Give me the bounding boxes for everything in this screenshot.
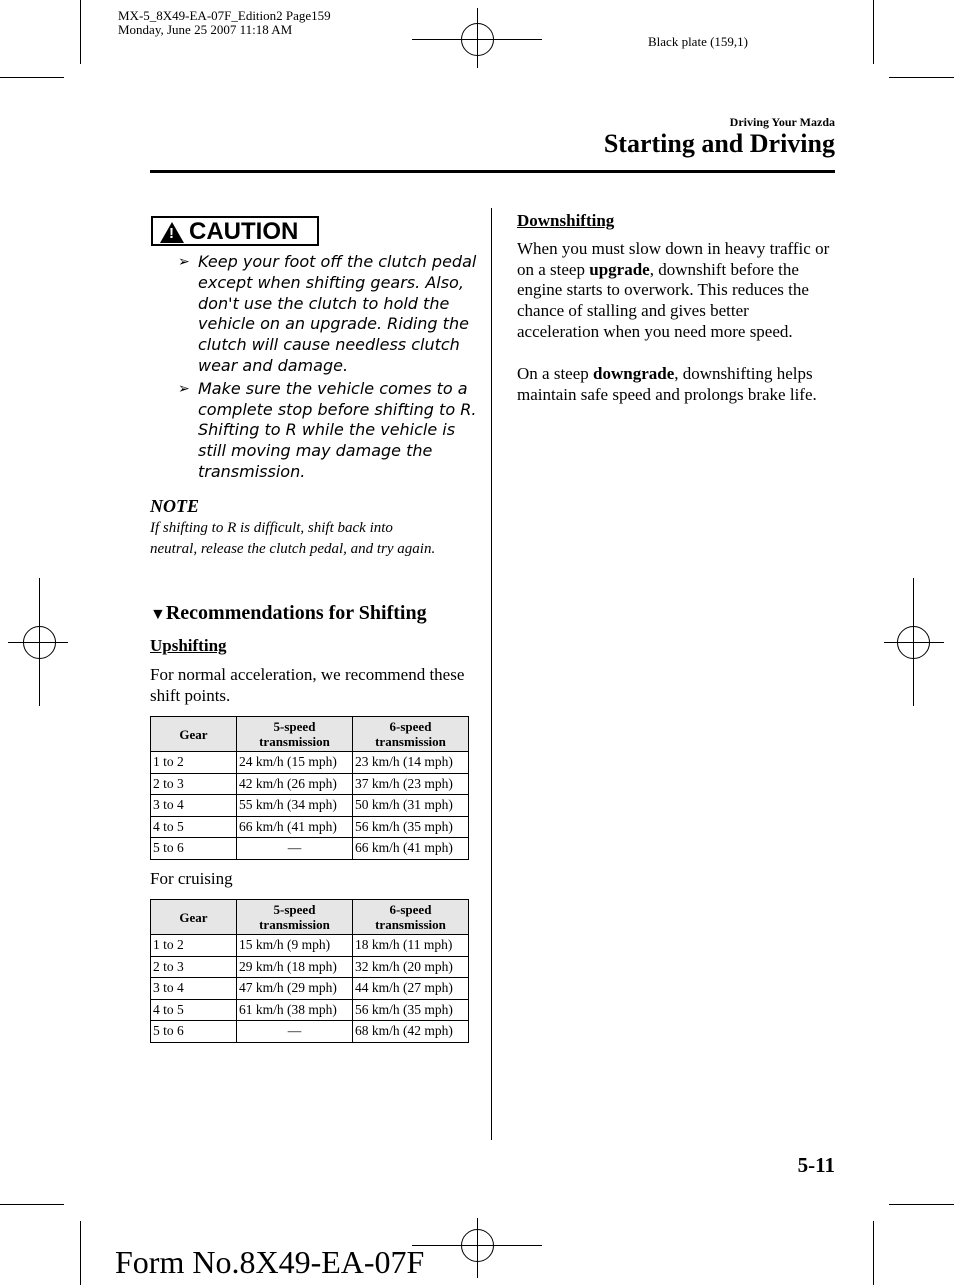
five-speed-cell: 15 km/h (9 mph): [237, 935, 353, 957]
table-row: [151, 752, 469, 774]
exclamation-icon: !: [169, 225, 174, 242]
crop-mark: [873, 1221, 874, 1285]
gear-cell: 5 to 6: [151, 838, 237, 860]
recommendations-heading: ▼Recommendations for Shifting: [150, 602, 427, 624]
crop-mark: [889, 77, 954, 78]
downshifting-paragraph-1: When you must slow down in heavy traffic or on a steep upgrade, downshift before the engine starts to overwork. This reduces the chance of stalling and gives better acceleration when you need more speed.: [517, 239, 830, 341]
form-number: Form No.8X49-EA-07F: [115, 1244, 425, 1280]
gear-cell: 4 to 5: [151, 816, 237, 838]
six-speed-cell: 56 km/h (35 mph): [353, 999, 469, 1021]
five-speed-cell: —: [237, 1021, 353, 1043]
six-speed-cell: 18 km/h (11 mph): [353, 935, 469, 957]
caution-label: CAUTION: [189, 218, 299, 245]
note-text: If shifting to R is difficult, shift back into neutral, release the clutch pedal, and try again.: [150, 520, 436, 557]
six-speed-cell: 44 km/h (27 mph): [353, 978, 469, 1000]
cruising-label: For cruising: [150, 869, 233, 888]
crop-mark: [80, 1221, 81, 1285]
header-rule: [150, 170, 835, 173]
table-row: [151, 956, 469, 978]
acceleration-shift-table: [150, 716, 469, 860]
file-name-line: MX-5_8X49-EA-07F_Edition2 Page159: [118, 8, 331, 23]
registration-mark: [412, 8, 542, 68]
gear-cell: 2 to 3: [151, 956, 237, 978]
downshifting-paragraph-2: On a steep downgrade, downshifting helps maintain safe speed and prolongs brake life.: [517, 364, 817, 404]
column-header-6-speed: 6-speed transmission: [353, 717, 469, 752]
caution-item: [178, 252, 478, 377]
column-header-gear: Gear: [151, 900, 237, 935]
table-row: [151, 935, 469, 957]
five-speed-cell: 24 km/h (15 mph): [237, 752, 353, 774]
crop-mark: [0, 1204, 64, 1205]
note-heading: NOTE: [150, 496, 199, 516]
crop-mark: [0, 77, 64, 78]
gear-cell: 2 to 3: [151, 773, 237, 795]
table-row: [151, 838, 469, 860]
table-header-row: [151, 900, 469, 935]
five-speed-cell: —: [237, 838, 353, 860]
table-header-row: [151, 717, 469, 752]
five-speed-cell: 61 km/h (38 mph): [237, 999, 353, 1021]
crop-mark: [873, 0, 874, 64]
six-speed-cell: 32 km/h (20 mph): [353, 956, 469, 978]
six-speed-cell: 23 km/h (14 mph): [353, 752, 469, 774]
cruising-shift-table: [150, 899, 469, 1043]
column-header-6-speed: 6-speed transmission: [353, 900, 469, 935]
caution-item: [178, 379, 478, 483]
registration-mark: [8, 578, 68, 706]
triangle-down-icon: ▼: [150, 606, 166, 623]
caution-box: [151, 216, 319, 246]
table-row: [151, 1021, 469, 1043]
table-row: [151, 773, 469, 795]
arrow-bullet-icon: ➢: [178, 380, 190, 397]
upshifting-intro: For normal acceleration, we recommend these shift points.: [150, 665, 465, 705]
plate-label: Black plate (159,1): [648, 34, 748, 49]
date-line: Monday, June 25 2007 11:18 AM: [118, 22, 293, 37]
column-divider: [491, 208, 492, 1140]
five-speed-cell: 47 km/h (29 mph): [237, 978, 353, 1000]
crop-mark: [80, 0, 81, 64]
column-header-gear: Gear: [151, 717, 237, 752]
six-speed-cell: 56 km/h (35 mph): [353, 816, 469, 838]
arrow-bullet-icon: ➢: [178, 254, 190, 270]
gear-cell: 3 to 4: [151, 795, 237, 817]
table-row: [151, 978, 469, 1000]
five-speed-cell: 66 km/h (41 mph): [237, 816, 353, 838]
table-row: [151, 795, 469, 817]
gear-cell: 1 to 2: [151, 752, 237, 774]
caution-list: [178, 252, 478, 485]
section-title: Starting and Driving: [603, 129, 835, 158]
five-speed-cell: 42 km/h (26 mph): [237, 773, 353, 795]
five-speed-cell: 55 km/h (34 mph): [237, 795, 353, 817]
six-speed-cell: 66 km/h (41 mph): [353, 838, 469, 860]
six-speed-cell: 50 km/h (31 mph): [353, 795, 469, 817]
registration-mark: [412, 1218, 542, 1278]
gear-cell: 3 to 4: [151, 978, 237, 1000]
column-header-5-speed: 5-speed transmission: [237, 900, 353, 935]
caution-item-text: Keep your foot off the clutch pedal except when shifting gears. Also, don't use the clutch to hold the vehicle on an upgrade. Riding the clutch will cause needless clutch wear and damage.: [198, 252, 477, 375]
column-header-5-speed: 5-speed transmission: [237, 717, 353, 752]
page-number: 5-11: [797, 1153, 835, 1177]
table-row: [151, 999, 469, 1021]
gear-cell: 4 to 5: [151, 999, 237, 1021]
table-row: [151, 816, 469, 838]
five-speed-cell: 29 km/h (18 mph): [237, 956, 353, 978]
gear-cell: 5 to 6: [151, 1021, 237, 1043]
upshifting-heading: Upshifting: [150, 636, 227, 655]
six-speed-cell: 37 km/h (23 mph): [353, 773, 469, 795]
registration-mark: [884, 578, 944, 706]
six-speed-cell: 68 km/h (42 mph): [353, 1021, 469, 1043]
section-kicker: Driving Your Mazda: [729, 115, 835, 129]
gear-cell: 1 to 2: [151, 935, 237, 957]
crop-mark: [889, 1204, 954, 1205]
downshifting-heading: Downshifting: [517, 211, 615, 230]
caution-item-text: Make sure the vehicle comes to a complete stop before shifting to R. Shifting to R while the vehicle is still moving may damage the transmission.: [198, 378, 477, 481]
